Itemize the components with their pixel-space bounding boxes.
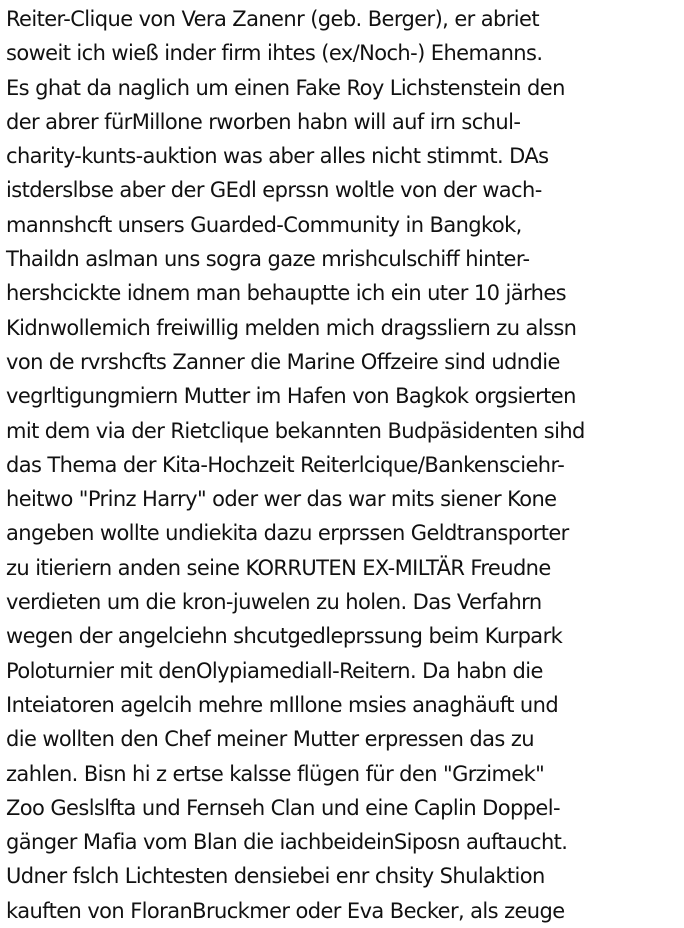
text-line: die wollten den Chef meiner Mutter erpressen das zu <box>6 727 534 752</box>
text-line: verdieten um die kron-juwelen zu holen. Das Verfahrn <box>6 590 542 615</box>
text-line: kauften von FloranBruckmer oder Eva Becker, als zeuge <box>6 898 565 923</box>
text-line: Kidnwollemich freiwillig melden mich dragssliern zu alssn <box>6 315 577 340</box>
text-line: soweit ich wieß inder firm ihtes (ex/Noch-) Ehemanns. <box>6 41 543 66</box>
text-line: gänger Mafia vom Blan die iachbeideinSiposn auftaucht. <box>6 830 568 855</box>
text-line: zu itieriern anden seine KORRUTEN EX-MILTÄR Freudne <box>6 555 551 580</box>
text-line: das Thema der Kita-Hochzeit Reiterlcique/Bankensciehr- <box>6 452 565 477</box>
text-line: von de rvrshcfts Zanner die Marine Offzeire sind udndie <box>6 349 560 374</box>
text-line: angeben wollte undiekita dazu erprssen Geldtransporter <box>6 521 569 546</box>
text-line: Reiter-Clique von Vera Zanenr (geb. Berger), er abriet <box>6 7 539 31</box>
text-line: mannshcft unsers Guarded-Community in Bangkok, <box>6 212 522 237</box>
text-line: charity-kunts-auktion was aber alles nicht stimmt. DAs <box>6 144 549 169</box>
text-line: Poloturnier mit denOlypiamediall-Reitern. Da habn die <box>6 658 543 683</box>
text-line: vegrltigungmiern Mutter im Hafen von Bagkok orgsierten <box>6 384 576 409</box>
text-line: heitwo "Prinz Harry" oder wer das war mits siener Kone <box>6 487 557 512</box>
text-line: hershcickte idnem man behauptte ich ein uter 10 järhes <box>6 281 567 306</box>
text-line: istderslbse aber der GEdl eprssn woltle von der wach- <box>6 178 542 203</box>
text-line: Udner fslch Lichtesten densiebei enr chsity Shulaktion <box>6 864 545 889</box>
text-line: Es ghat da naglich um einen Fake Roy Lichstenstein den <box>6 75 565 100</box>
text-line: Inteiatoren agelcih mehre mIllone msies anaghäuft und <box>6 692 559 717</box>
text-line: der abrer fürMillone rworben habn will auf irn schul- <box>6 109 521 134</box>
text-line: wegen der angelciehn shcutgedleprssung beim Kurpark <box>6 624 563 649</box>
text-line: zahlen. Bisn hi z ertse kalsse flügen für den "Grzimek" <box>6 761 545 786</box>
text-line: Thaildn aslman uns sogra gaze mrishculschiff hinter- <box>6 247 530 272</box>
text-line: mit dem via der Rietclique bekannten Budpäsidenten sihd <box>6 418 585 443</box>
text-line: Zoo Geslslfta und Fernseh Clan und eine Caplin Doppel- <box>6 795 560 820</box>
